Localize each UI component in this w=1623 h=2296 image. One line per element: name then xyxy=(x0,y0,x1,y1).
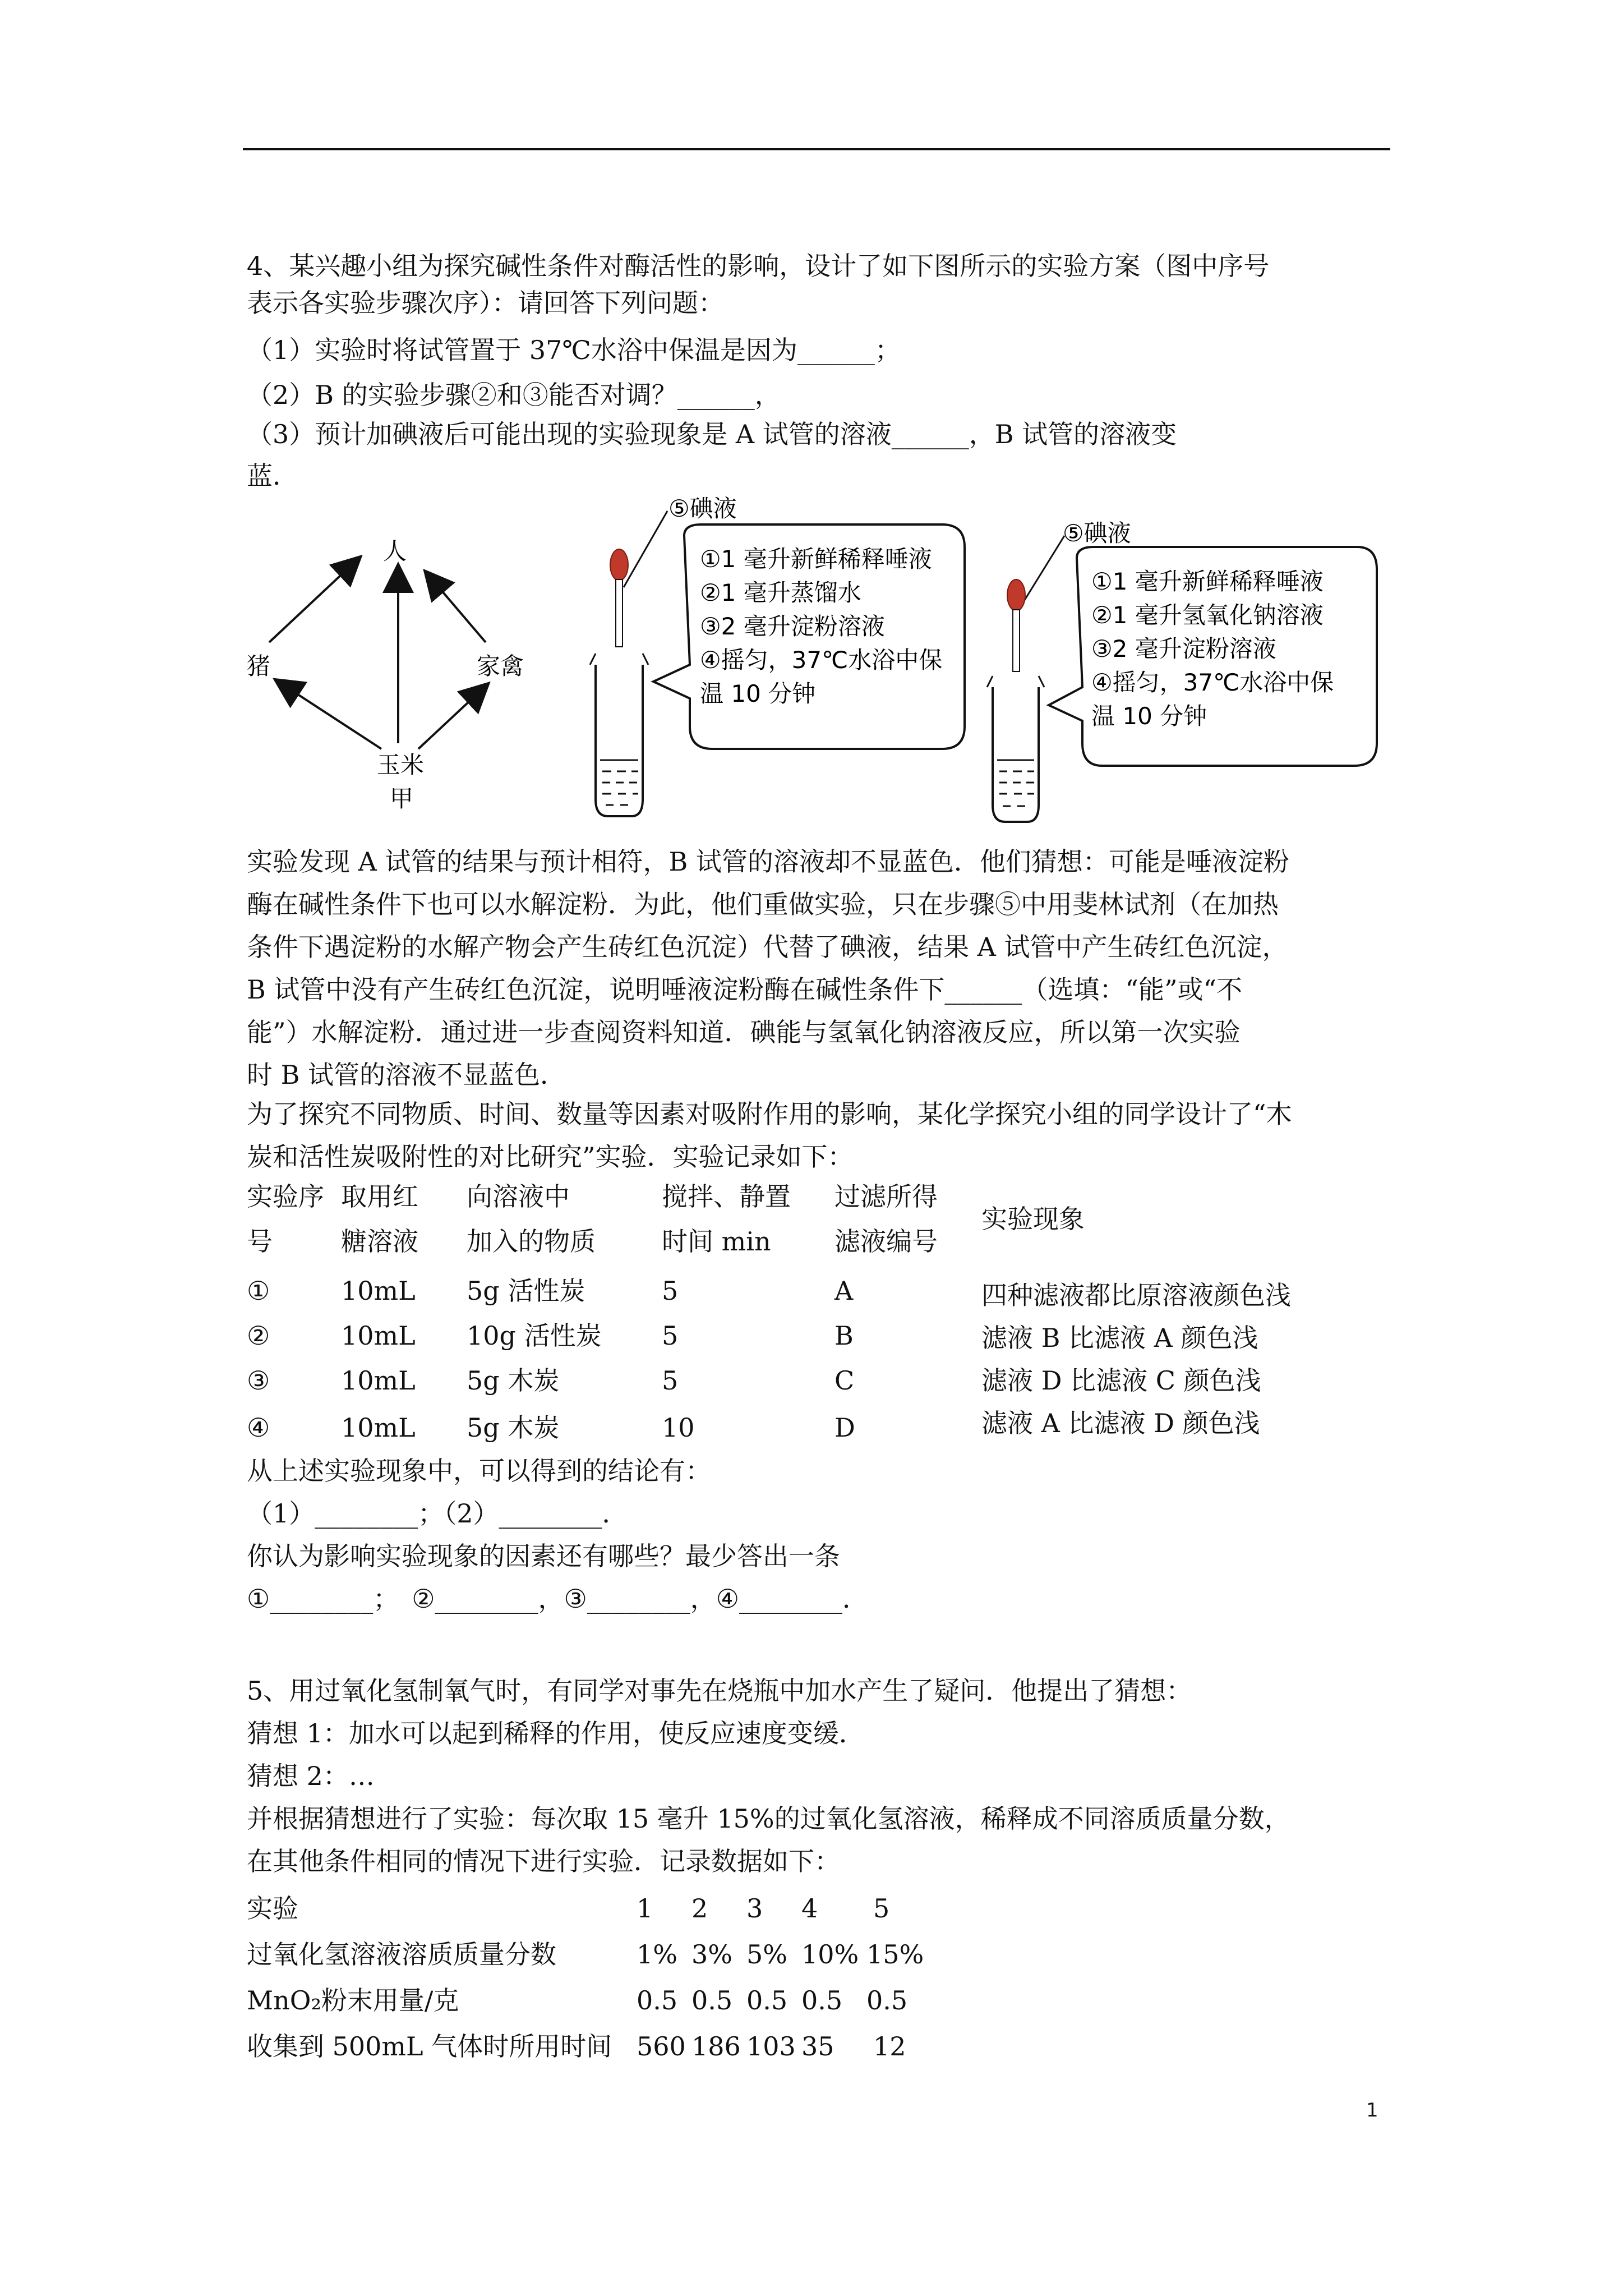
tube-a-liquid xyxy=(600,760,638,805)
q4-factors-intro: 你认为影响实验现象的因素还有哪些？最少答出一条 xyxy=(247,1541,840,1571)
table-row-1-col-5: A xyxy=(834,1276,854,1306)
table-header-col-3-line-1: 向溶液中 xyxy=(467,1181,570,1212)
q4-paragraph-line-3: 条件下遇淀粉的水解产物会产生砖红色沉淀）代替了碘液，结果 A 试管中产生砖红色沉淀， xyxy=(247,932,1288,962)
table-row-1-col-6: 四种滤液都比原溶液颜色浅 xyxy=(981,1280,1291,1310)
table-row-2-col-1: ② xyxy=(247,1320,270,1351)
peroxide-row-2-value-3: 5% xyxy=(746,1939,787,1970)
peroxide-row-4-value-2: 186 xyxy=(691,2031,741,2062)
q4-paragraph-line-7: 为了探究不同物质、时间、数量等因素对吸附作用的影响，某化学探究小组的同学设计了“木 xyxy=(247,1099,1292,1129)
table-row-2-col-2: 10mL xyxy=(341,1320,416,1351)
q4-paragraph-line-1: 实验发现 A 试管的结果与预计相符，B 试管的溶液却不显蓝色．他们猜想：可能是唾液淀粉 xyxy=(247,846,1289,877)
table-row-3-col-5: C xyxy=(834,1365,855,1396)
tube-a-step-4: ④摇匀，37℃水浴中保 xyxy=(700,646,943,674)
arrow-right-to-top xyxy=(427,574,486,642)
peroxide-row-4-value-3: 103 xyxy=(746,2031,796,2062)
q4-paragraph-line-8: 炭和活性炭吸附性的对比研究”实验．实验记录如下： xyxy=(247,1142,854,1172)
table-row-4-col-6: 滤液 A 比滤液 D 颜色浅 xyxy=(981,1408,1260,1438)
q4-paragraph-line-6: 时 B 试管的溶液不显蓝色． xyxy=(247,1060,566,1090)
tube-b-dropper-stem xyxy=(1013,610,1020,671)
arrow-bottom-to-right xyxy=(418,686,486,749)
table-row-3-col-4: 5 xyxy=(662,1365,679,1396)
table-header-col-4-line-1: 搅拌、静置 xyxy=(662,1181,791,1212)
table-header-col-2-line-2: 糖溶液 xyxy=(341,1226,418,1257)
tube-a-step-3: ③2 毫升淀粉溶液 xyxy=(700,613,885,640)
tube-b-step-1: ①1 毫升新鲜稀释唾液 xyxy=(1091,568,1324,595)
q4-paragraph-line-5: 能”）水解淀粉．通过进一步查阅资料知道．碘能与氢氧化钠溶液反应，所以第一次实验 xyxy=(247,1017,1241,1047)
peroxide-row-3-value-1: 0.5 xyxy=(637,1985,678,2016)
table-header-col-5-line-2: 滤液编号 xyxy=(834,1226,938,1257)
tube-a-dropper-stem xyxy=(616,579,623,647)
tube-b-test-tube xyxy=(993,687,1039,822)
table-header-col-1-line-2: 号 xyxy=(247,1226,273,1257)
q5-guess-2: 猜想 2：… xyxy=(247,1761,375,1791)
arrow-left-to-top xyxy=(269,559,358,642)
table-header-col-3-line-2: 加入的物质 xyxy=(467,1226,596,1257)
peroxide-row-2-value-1: 1% xyxy=(637,1939,677,1970)
table-row-2-col-4: 5 xyxy=(662,1320,679,1351)
table-row-4-col-3: 5g 木炭 xyxy=(467,1412,560,1443)
food-web-diagram xyxy=(247,537,524,812)
q4-sub-question-3-line-2: 蓝． xyxy=(247,461,298,491)
tube-a-diagram xyxy=(590,496,965,816)
table-row-1-col-3: 5g 活性炭 xyxy=(467,1276,585,1306)
q5-intro: 5、用过氧化氢制氧气时，有同学对事先在烧瓶中加水产生了疑问．他提出了猜想： xyxy=(247,1676,1192,1706)
tube-b-step-5: 温 10 分钟 xyxy=(1091,702,1207,730)
q4-sub-question-3-line-1: （3）预计加碘液后可能出现的实验现象是 A 试管的溶液______，B 试管的溶液变 xyxy=(247,419,1177,449)
peroxide-row-2-value-4: 10% xyxy=(801,1939,859,1970)
peroxide-row-1-label: 实验 xyxy=(247,1893,298,1924)
arrow-bottom-to-left xyxy=(278,682,381,749)
q4-paragraph-line-4: B 试管中没有产生砖红色沉淀，说明唾液淀粉酶在碱性条件下______（选填：“能”或“不 xyxy=(247,974,1242,1005)
q4-intro-line-2: 表示各实验步骤次序）：请回答下列问题： xyxy=(247,288,724,318)
tube-b-step-4: ④摇匀，37℃水浴中保 xyxy=(1091,669,1334,696)
table-row-1-col-2: 10mL xyxy=(341,1276,416,1306)
q4-paragraph-line-2: 酶在碱性条件下也可以水解淀粉．为此，他们重做实验，只在步骤⑤中用斐林试剂（在加热 xyxy=(247,889,1279,919)
table-row-2-col-3: 10g 活性炭 xyxy=(467,1320,602,1351)
tube-b-lip xyxy=(987,676,1044,687)
peroxide-row-3-value-4: 0.5 xyxy=(801,1985,843,2016)
table-row-3-col-1: ③ xyxy=(247,1365,270,1396)
tube-a-dropper-label: ⑤碘液 xyxy=(668,496,737,522)
tube-b-dropper-label: ⑤碘液 xyxy=(1063,519,1131,547)
table-row-1-col-1: ① xyxy=(247,1276,270,1306)
tube-a-label-leader xyxy=(624,511,667,587)
peroxide-row-2-label: 过氧化氢溶液溶质质量分数 xyxy=(247,1939,556,1970)
peroxide-row-3-label: MnO₂粉末用量/克 xyxy=(247,1985,459,2016)
table-header-col-4-line-2: 时间 min xyxy=(662,1226,771,1257)
tube-b-step-3: ③2 毫升淀粉溶液 xyxy=(1091,635,1276,662)
tube-b-liquid xyxy=(997,760,1034,806)
table-row-3-col-3: 5g 木炭 xyxy=(467,1365,560,1396)
peroxide-row-3-value-5: 0.5 xyxy=(866,1985,908,2016)
peroxide-row-1-value-1: 1 xyxy=(637,1893,653,1924)
q5-paragraph-line-2: 在其他条件相同的情况下进行实验．记录数据如下： xyxy=(247,1846,840,1876)
q4-intro-line-1: 4、某兴趣小组为探究碱性条件对酶活性的影响，设计了如下图所示的实验方案（图中序号 xyxy=(247,251,1270,281)
q5-paragraph-line-1: 并根据猜想进行了实验：每次取 15 毫升 15%的过氧化氢溶液，稀释成不同溶质质量分数， xyxy=(247,1803,1290,1834)
table-row-4-col-5: D xyxy=(834,1412,855,1443)
peroxide-row-3-value-2: 0.5 xyxy=(691,1985,733,2016)
tube-a-step-5: 温 10 分钟 xyxy=(700,680,816,707)
table-row-4-col-2: 10mL xyxy=(341,1412,416,1443)
peroxide-row-2-value-5: 15% xyxy=(866,1939,924,1970)
q5-guess-1: 猜想 1：加水可以起到稀释的作用，使反应速度变缓． xyxy=(247,1718,865,1749)
table-header-col-6: 实验现象 xyxy=(981,1204,1085,1234)
food-web-node-left: 猪 xyxy=(247,652,271,680)
peroxide-row-4-value-5: 12 xyxy=(873,2031,906,2062)
peroxide-row-4-label: 收集到 500mL 气体时所用时间 xyxy=(247,2031,612,2062)
table-header-col-5-line-1: 过滤所得 xyxy=(834,1181,938,1212)
table-row-2-col-6: 滤液 B 比滤液 A 颜色浅 xyxy=(981,1323,1258,1353)
table-row-2-col-5: B xyxy=(834,1320,854,1351)
peroxide-row-3-value-3: 0.5 xyxy=(746,1985,788,2016)
tube-a-step-2: ②1 毫升蒸馏水 xyxy=(700,579,861,606)
peroxide-row-1-value-4: 4 xyxy=(801,1893,818,1924)
tube-b-diagram xyxy=(987,519,1377,822)
q4-factors-blanks: ①________； ②________，③________，④________． xyxy=(247,1584,868,1614)
tube-a-lip xyxy=(590,654,648,665)
table-row-3-col-6: 滤液 D 比滤液 C 颜色浅 xyxy=(981,1365,1261,1396)
tube-b-step-2: ②1 毫升氢氧化钠溶液 xyxy=(1091,601,1324,629)
peroxide-row-1-value-5: 5 xyxy=(873,1893,890,1924)
q4-conclusion-intro: 从上述实验现象中，可以得到的结论有： xyxy=(247,1456,711,1486)
tube-b-dropper-bulb xyxy=(1007,579,1025,611)
peroxide-row-1-value-3: 3 xyxy=(746,1893,763,1924)
q4-sub-question-2: （2）B 的实验步骤②和③能否对调？______， xyxy=(247,380,781,410)
peroxide-row-2-value-2: 3% xyxy=(691,1939,732,1970)
food-web-node-right: 家禽 xyxy=(477,652,524,680)
figure-svg xyxy=(247,496,1380,827)
table-header-col-1-line-1: 实验序 xyxy=(247,1181,324,1212)
table-row-1-col-4: 5 xyxy=(662,1276,679,1306)
experiment-figure xyxy=(247,496,1380,827)
food-web-node-top: 人 xyxy=(383,537,407,565)
tube-b-label-leader xyxy=(1021,536,1064,606)
food-web-node-bottom-1: 玉米 xyxy=(377,751,425,779)
table-row-4-col-1: ④ xyxy=(247,1412,270,1443)
table-header-col-2-line-1: 取用红 xyxy=(341,1181,418,1212)
peroxide-row-1-value-2: 2 xyxy=(691,1893,708,1924)
table-row-3-col-2: 10mL xyxy=(341,1365,416,1396)
peroxide-row-4-value-1: 560 xyxy=(637,2031,686,2062)
tube-a-dropper-bulb xyxy=(610,549,628,581)
header-rule xyxy=(243,148,1390,150)
page-number: 1 xyxy=(1366,2099,1378,2122)
food-web-node-bottom-2: 甲 xyxy=(390,785,414,812)
tube-a-step-1: ①1 毫升新鲜稀释唾液 xyxy=(700,545,932,573)
table-row-4-col-4: 10 xyxy=(662,1412,695,1443)
peroxide-row-4-value-4: 35 xyxy=(801,2031,834,2062)
q4-sub-question-1: （1）实验时将试管置于 37℃水浴中保温是因为______； xyxy=(247,335,901,365)
q4-conclusion-blanks: （1）________；（2）________． xyxy=(247,1498,628,1529)
